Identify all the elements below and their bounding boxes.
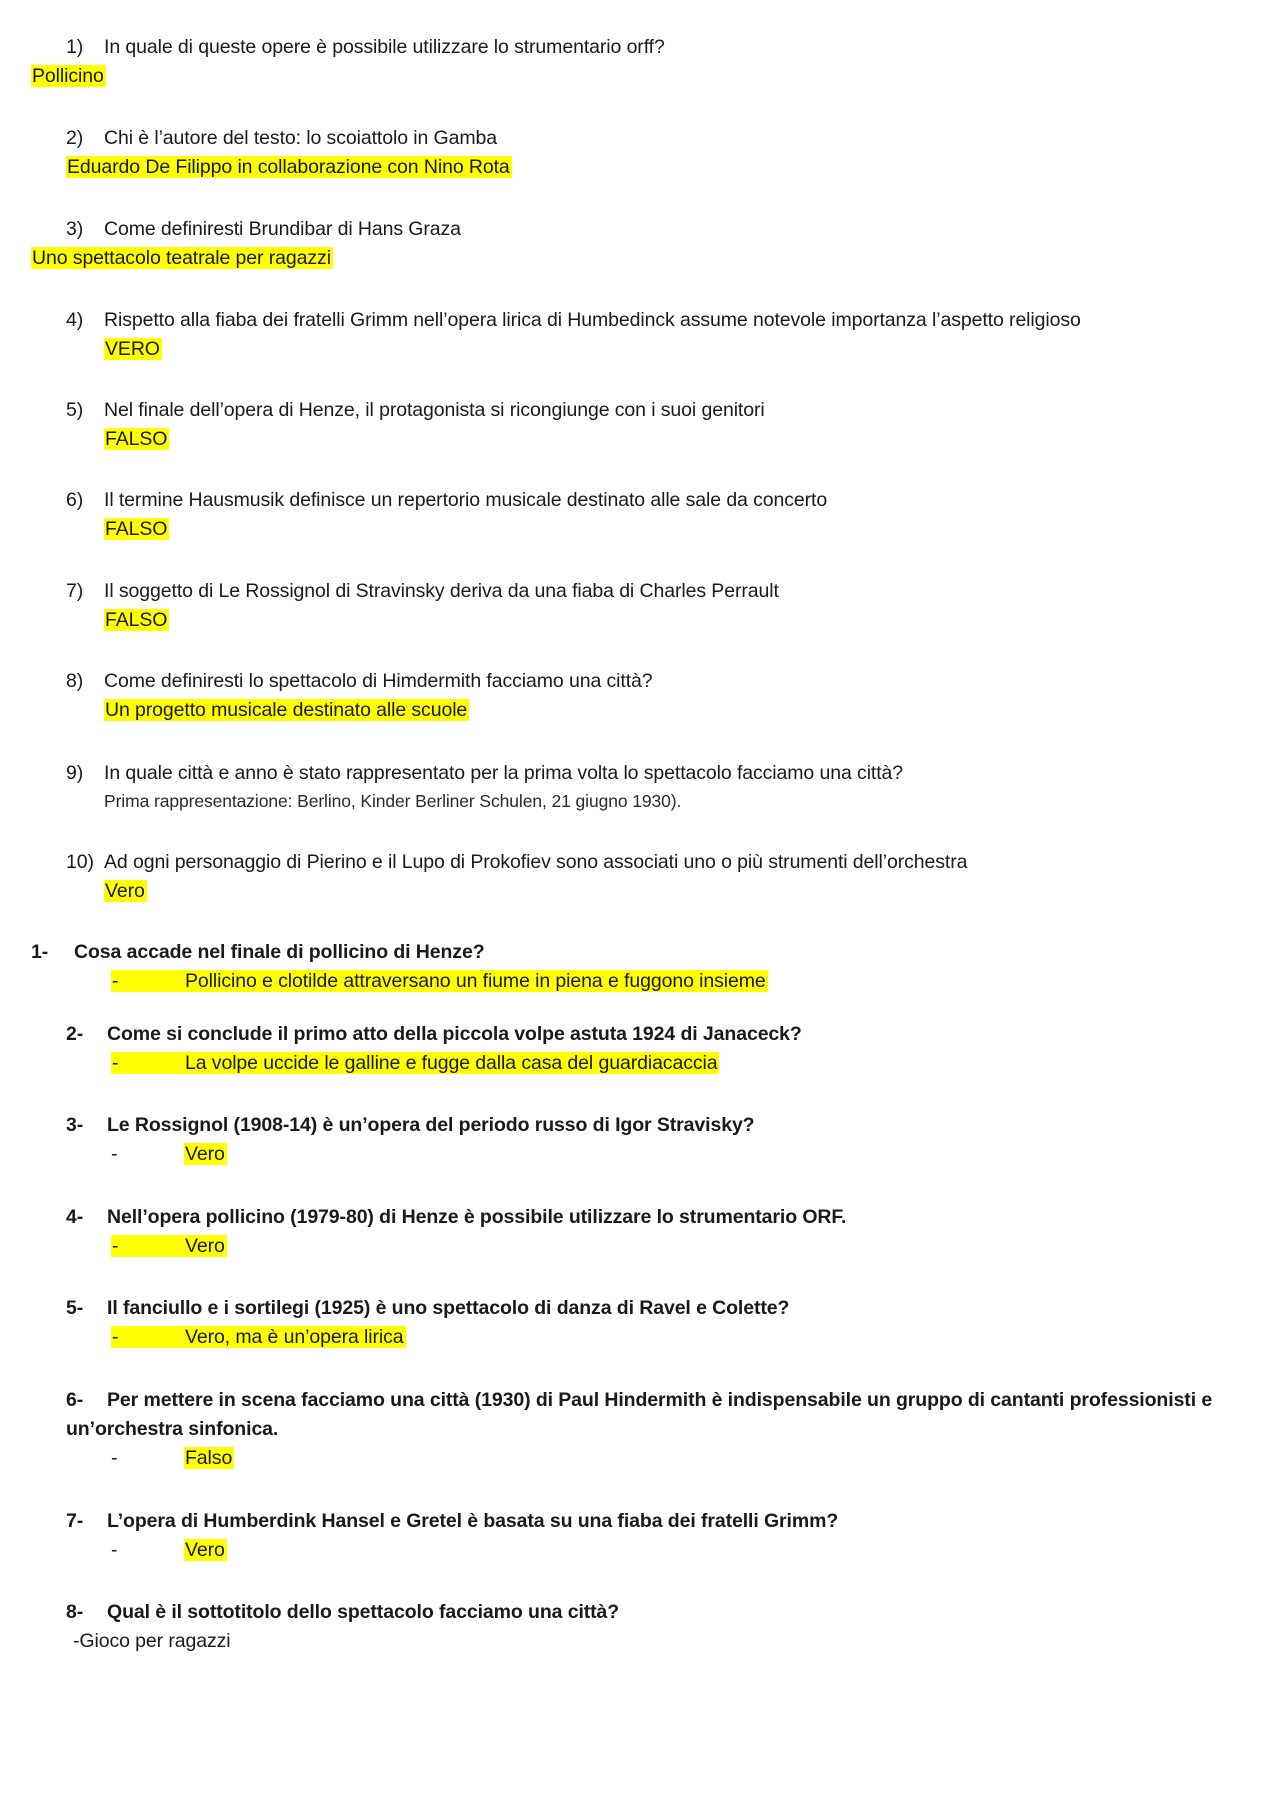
question-9: 9) In quale città e anno è stato rappresentato per la prima volta lo spettacolo facciamo una città? <box>66 762 904 784</box>
answer-2: Eduardo De Filippo in collaborazione con Nino Rota <box>67 156 510 178</box>
bold-question-6-cont: un’orchestra sinfonica. <box>66 1418 279 1440</box>
question-2: 2) Chi è l’autore del testo: lo scoiattolo in Gamba <box>66 127 497 149</box>
answer-4: VERO <box>105 338 160 360</box>
answer-9: Prima rappresentazione: Berlino, Kinder Berliner Schulen, 21 giugno 1930). <box>104 791 682 811</box>
bold-answer-3: - Vero <box>111 1143 225 1165</box>
bold-answer-8: -Gioco per ragazzi <box>73 1630 231 1652</box>
bold-question-1: 1- Cosa accade nel finale di pollicino di Henze? <box>31 941 485 963</box>
question-6: 6) Il termine Hausmusik definisce un repertorio musicale destinato alle sale da concerto <box>66 489 828 511</box>
question-4: 4) Rispetto alla fiaba dei fratelli Grimm nell’opera lirica di Humbedinck assume notevole importanza l’aspetto religioso <box>66 309 1081 331</box>
question-7: 7) Il soggetto di Le Rossignol di Stravinsky deriva da una fiaba di Charles Perrault <box>66 580 779 602</box>
answer-5: FALSO <box>105 428 168 450</box>
bold-question-4: 4- Nell’opera pollicino (1979-80) di Henze è possibile utilizzare lo strumentario ORF. <box>66 1206 847 1228</box>
answer-3: Uno spettacolo teatrale per ragazzi <box>32 247 331 269</box>
answer-8: Un progetto musicale destinato alle scuole <box>105 699 468 721</box>
bold-question-6: 6- Per mettere in scena facciamo una città (1930) di Paul Hindermith è indispensabile un gruppo di cantanti professionisti e <box>66 1389 1213 1411</box>
answer-6: FALSO <box>105 518 168 540</box>
bold-answer-5: - Vero, ma è un’opera lirica <box>112 1326 404 1348</box>
bold-question-3: 3- Le Rossignol (1908-14) è un’opera del periodo russo di Igor Stravisky? <box>66 1114 755 1136</box>
bold-answer-4: - Vero <box>112 1235 225 1257</box>
bold-question-7: 7- L’opera di Humberdink Hansel e Gretel è basata su una fiaba dei fratelli Grimm? <box>66 1510 839 1532</box>
answer-1: Pollicino <box>32 65 104 87</box>
bold-question-8: 8- Qual è il sottotitolo dello spettacolo facciamo una città? <box>66 1601 620 1623</box>
question-1: 1) In quale di queste opere è possibile utilizzare lo strumentario orff? <box>66 36 665 58</box>
bold-answer-1: - Pollicino e clotilde attraversano un fiume in piena e fuggono insieme <box>112 970 766 992</box>
question-8: 8) Come definiresti lo spettacolo di Himdermith facciamo una città? <box>66 670 653 692</box>
bold-answer-2: - La volpe uccide le galline e fugge dalla casa del guardiacaccia <box>112 1052 718 1074</box>
question-10: 10) Ad ogni personaggio di Pierino e il Lupo di Prokofiev sono associati uno o più strumenti dell’orchestra <box>66 851 968 873</box>
answer-7: FALSO <box>105 609 168 631</box>
bold-answer-6: - Falso <box>111 1447 233 1469</box>
bold-question-5: 5- Il fanciullo e i sortilegi (1925) è uno spettacolo di danza di Ravel e Colette? <box>66 1297 790 1319</box>
answer-10: Vero <box>105 880 145 902</box>
question-3: 3) Come definiresti Brundibar di Hans Graza <box>66 218 461 240</box>
question-5: 5) Nel finale dell’opera di Henze, il protagonista si ricongiunge con i suoi genitori <box>66 399 765 421</box>
bold-question-2: 2- Come si conclude il primo atto della piccola volpe astuta 1924 di Janaceck? <box>66 1023 802 1045</box>
bold-answer-7: - Vero <box>111 1539 225 1561</box>
